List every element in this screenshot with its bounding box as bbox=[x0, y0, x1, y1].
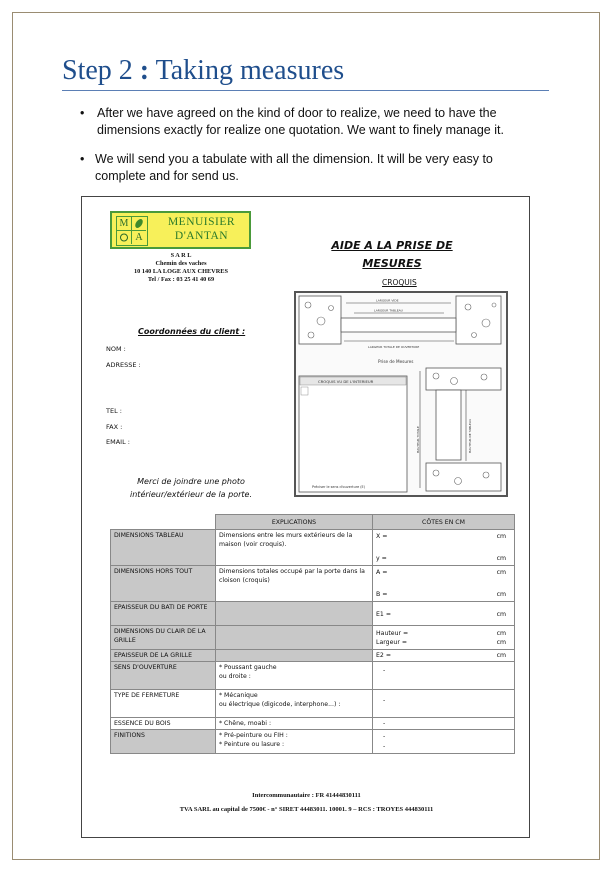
sketch-label: Préciser le sens d'ouverture (E) bbox=[312, 485, 366, 489]
field-adresse: ADRESSE : bbox=[106, 361, 141, 369]
row-label: EPAISSEUR DU BATI DE PORTE bbox=[111, 602, 216, 626]
table-row bbox=[111, 718, 515, 730]
sketch-label: HAUTEUR TOTALE bbox=[416, 426, 420, 453]
company-address: S A R L Chemin des vaches 10 140 LA LOGE AUX CHEVRES Tel / Fax : 03 25 41 40 69 bbox=[134, 252, 228, 283]
row-explanation: * Pré-peinture ou FIH : * Peinture ou lasure : bbox=[216, 730, 373, 754]
row-dimensions: - bbox=[373, 662, 515, 690]
field-email: EMAIL : bbox=[106, 438, 130, 446]
table-row bbox=[111, 650, 515, 662]
row-dimensions: E1 = cm bbox=[373, 602, 515, 626]
table-row bbox=[111, 602, 515, 626]
row-explanation: * Chêne, moabi : bbox=[216, 718, 373, 730]
row-dimensions: X = cm y = cm bbox=[373, 530, 515, 566]
row-explanation bbox=[216, 602, 373, 626]
sketch-label: Prise de Mesures bbox=[378, 359, 414, 364]
sketch-drawing bbox=[296, 293, 506, 495]
table-header-cell: EXPLICATIONS bbox=[216, 515, 373, 530]
row-dimensions: A = cm B = cm bbox=[373, 566, 515, 602]
row-label: DIMENSIONS TABLEAU bbox=[111, 530, 216, 566]
company-name: MENUISIER D'ANTAN bbox=[167, 216, 236, 242]
sketch-label: HAUTEUR DE TABLEAU bbox=[468, 418, 472, 453]
bullet-dot-icon: • bbox=[80, 106, 85, 120]
table-row bbox=[111, 690, 515, 718]
table-row bbox=[111, 662, 515, 690]
table-header-row bbox=[111, 515, 515, 530]
company-logo bbox=[110, 211, 251, 249]
row-explanation bbox=[216, 626, 373, 650]
title-underline bbox=[62, 90, 549, 91]
logo-monogram: M A bbox=[116, 216, 148, 246]
table-header-cell bbox=[111, 515, 216, 530]
field-nom: NOM : bbox=[106, 345, 126, 353]
row-dimensions: - bbox=[373, 690, 515, 718]
tool-icon bbox=[117, 231, 132, 244]
measurement-sketch bbox=[294, 291, 508, 497]
row-explanation bbox=[216, 650, 373, 662]
sketch-label: LARGEUR VIDE bbox=[376, 298, 399, 303]
table-row bbox=[111, 626, 515, 650]
row-label: TYPE DE FERMETURE bbox=[111, 690, 216, 718]
table-row bbox=[111, 566, 515, 602]
bullet-text: We will send you a tabulate with all the dimension. It will be very easy to complete and for send us. bbox=[95, 152, 493, 183]
row-explanation: Dimensions entre les murs extérieurs de la maison (voir croquis). bbox=[216, 530, 373, 566]
footer-company-info: TVA SARL au capital de 7500€ - n° SIRET 44483011. 10001. 9 – RCS : TROYES 444830111 bbox=[179, 806, 434, 813]
row-label: FINITIONS bbox=[111, 730, 216, 754]
row-dimensions: E2 = cm bbox=[373, 650, 515, 662]
measurements-table bbox=[110, 514, 515, 754]
bullet-item bbox=[80, 105, 530, 139]
sketch-label: LARGEUR TABLEAU bbox=[374, 308, 403, 313]
row-explanation: * Mécanique ou électrique (digicode, interphone...) : bbox=[216, 690, 373, 718]
row-explanation: * Poussant gauche ou droite : bbox=[216, 662, 373, 690]
footer-vat: Intercommunautaire : FR 41444830111 bbox=[252, 792, 361, 799]
bullet-text: After we have agreed on the kind of door to realize, we need to have the dimensions exactly for realize one quotation. We want to finely manage it. bbox=[97, 106, 504, 137]
table-row bbox=[111, 730, 515, 754]
row-label: DIMENSIONS HORS TOUT bbox=[111, 566, 216, 602]
field-fax: FAX : bbox=[106, 423, 123, 431]
row-label: DIMENSIONS DU CLAIR DE LA GRILLE bbox=[111, 626, 216, 650]
bullet-item bbox=[80, 151, 530, 185]
photo-request-note: Merci de joindre une photo intérieur/extérieur de la porte. bbox=[130, 477, 252, 499]
croquis-label: CROQUIS bbox=[382, 278, 417, 287]
measurement-form-image bbox=[81, 196, 530, 838]
row-label: ESSENCE DU BOIS bbox=[111, 718, 216, 730]
sketch-label: CROQUIS VU DE L'INTERIEUR bbox=[318, 379, 374, 384]
page-title: Step 2 : Taking measures bbox=[62, 55, 345, 86]
table-row bbox=[111, 530, 515, 566]
row-label: SENS D'OUVERTURE bbox=[111, 662, 216, 690]
table-header-cell: CÔTES EN CM bbox=[373, 515, 515, 530]
row-label: EPAISSEUR DE LA GRILLE bbox=[111, 650, 216, 662]
field-tel: TEL : bbox=[106, 407, 122, 415]
sketch-label: LARGEUR TOTALE DE OUVERTURE bbox=[368, 345, 420, 349]
bullet-dot-icon: • bbox=[80, 152, 85, 166]
leaf-icon bbox=[132, 217, 146, 231]
row-dimensions: - bbox=[373, 718, 515, 730]
row-explanation: Dimensions totales occupé par la porte dans la cloison (croquis) bbox=[216, 566, 373, 602]
form-title: AIDE A LA PRISE DE MESURES bbox=[331, 239, 453, 270]
row-dimensions: Hauteur = cm Largeur = cm bbox=[373, 626, 515, 650]
client-section-title: Coordonnées du client : bbox=[138, 327, 246, 336]
row-dimensions: - - bbox=[373, 730, 515, 754]
